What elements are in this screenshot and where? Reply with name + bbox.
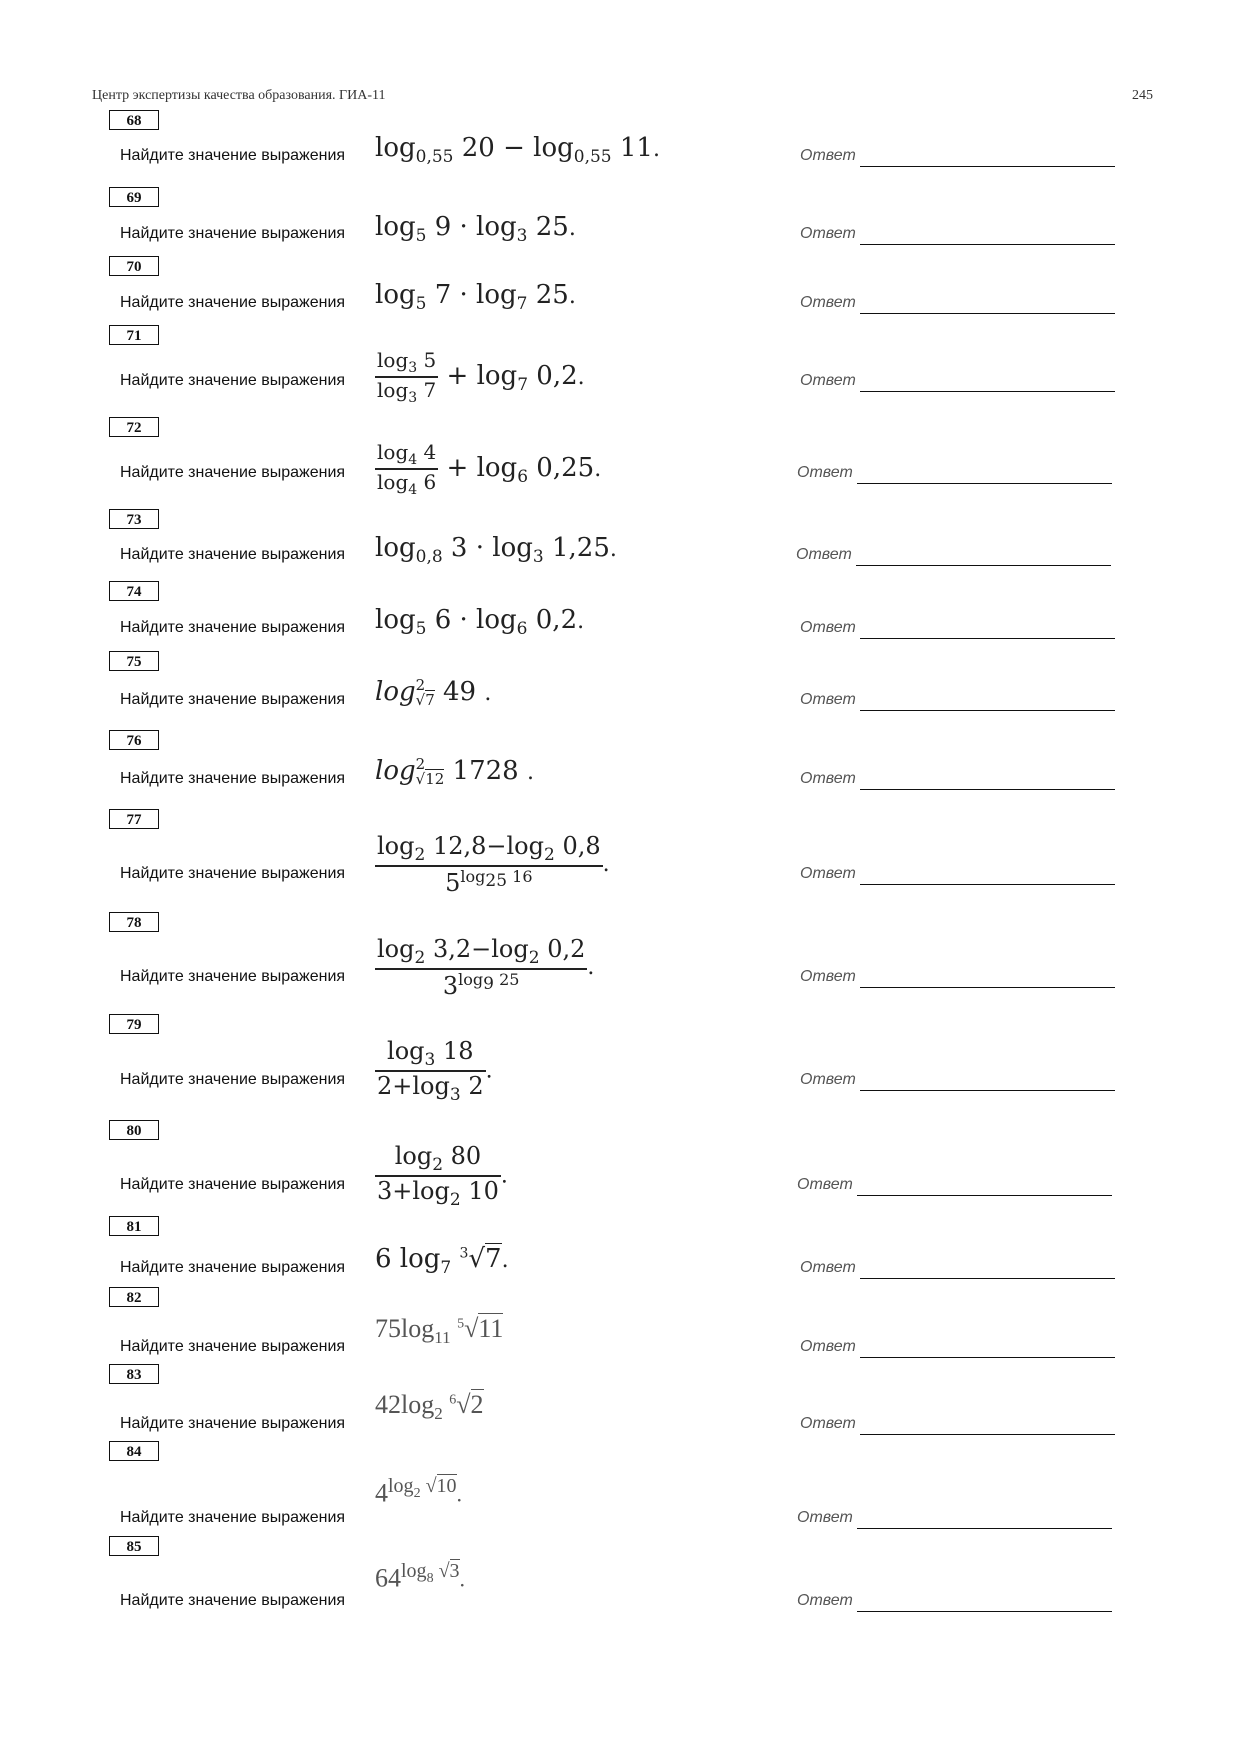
answer-label: Ответ [800, 1415, 856, 1432]
task-number: 71 [109, 325, 159, 345]
answer-label: Ответ [800, 865, 856, 882]
task-expression: $\log_5 7 \cdot \log_7 25$. [375, 280, 576, 315]
task-number: 80 [109, 1120, 159, 1140]
task-expression: $\frac{\log_3 18}{2+\log_3 2}$ . [377, 1037, 493, 1105]
answer-field[interactable] [860, 986, 1115, 988]
task-prompt: Найдите значение выражения [120, 464, 346, 481]
task-expression: $\log_{0,55} 20 - \log_{0,55} 11$. [375, 133, 660, 168]
answer-field[interactable] [857, 1610, 1112, 1612]
answer-label: Ответ [800, 1338, 856, 1355]
answer-field[interactable] [857, 1194, 1112, 1196]
task-number: 73 [109, 509, 159, 529]
answer-field[interactable] [860, 883, 1115, 885]
task-expression: 6 $\log_7 ^3√7$. [375, 1244, 509, 1279]
task-expression: $\frac{\log_2 3,2-\log_2 0,2}{3^{log_9 25}}$ . [377, 935, 595, 1000]
answer-field[interactable] [857, 1527, 1112, 1529]
task-expression: log 2 √12 1728 . [375, 755, 534, 788]
task-number: 79 [109, 1014, 159, 1034]
answer-label: Ответ [800, 1259, 856, 1276]
task-expression: $75\log_{11}$ $^5$√11 [375, 1314, 504, 1348]
answer-label: Ответ [797, 1509, 853, 1526]
task-expression: $\frac{\log_2 80}{3+\log_2 10}$ . [377, 1142, 508, 1210]
task-prompt: Найдите значение выражения [120, 1592, 346, 1609]
task-prompt: Найдите значение выражения [120, 546, 346, 563]
task-prompt: Найдите значение выражения [120, 691, 346, 708]
task-number: 76 [109, 730, 159, 750]
page-number: 245 [1132, 88, 1153, 103]
task-prompt: Найдите значение выражения [120, 1176, 346, 1193]
answer-field[interactable] [860, 1277, 1115, 1279]
task-number: 74 [109, 581, 159, 601]
task-expression: $42\log_2$ $^6$√2 [375, 1390, 484, 1424]
answer-field[interactable] [860, 165, 1115, 167]
task-prompt: Найдите значение выражения [120, 1338, 346, 1355]
task-prompt: Найдите значение выражения [120, 1259, 346, 1276]
answer-label: Ответ [800, 294, 856, 311]
task-prompt: Найдите значение выражения [120, 1071, 346, 1088]
answer-label: Ответ [800, 770, 856, 787]
answer-label: Ответ [800, 691, 856, 708]
answer-field[interactable] [860, 390, 1115, 392]
answer-field[interactable] [860, 243, 1115, 245]
task-number: 84 [109, 1441, 159, 1461]
task-number: 85 [109, 1536, 159, 1556]
answer-label: Ответ [797, 1592, 853, 1609]
answer-label: Ответ [800, 1071, 856, 1088]
task-number: 83 [109, 1364, 159, 1384]
task-expression: $\frac{\log_2 12,8-\log_2 0,8}{5^{log_{25} 16}}$ . [377, 832, 610, 897]
task-number: 78 [109, 912, 159, 932]
task-expression: $\frac{\log_4 4}{\log_4 6}$ + $\log_6 0,25$. [377, 440, 602, 498]
task-prompt: Найдите значение выражения [120, 770, 346, 787]
task-prompt: Найдите значение выражения [120, 147, 346, 164]
answer-label: Ответ [797, 1176, 853, 1193]
answer-field[interactable] [860, 1356, 1115, 1358]
task-number: 75 [109, 651, 159, 671]
task-prompt: Найдите значение выражения [120, 865, 346, 882]
answer-label: Ответ [800, 147, 856, 164]
task-prompt: Найдите значение выражения [120, 225, 346, 242]
task-expression: $4^{log_2 √10}$. [375, 1475, 463, 1508]
answer-field[interactable] [860, 1433, 1115, 1435]
answer-field[interactable] [860, 637, 1115, 639]
answer-field[interactable] [860, 1089, 1115, 1091]
task-prompt: Найдите значение выражения [120, 968, 346, 985]
task-expression: $\frac{\log_3 5}{\log_3 7}$ + $\log_7 0,2$. [377, 348, 585, 406]
answer-label: Ответ [797, 464, 853, 481]
task-expression: $64^{log_8 √3}$. [375, 1560, 466, 1593]
task-number: 68 [109, 110, 159, 130]
task-number: 77 [109, 809, 159, 829]
task-number: 82 [109, 1287, 159, 1307]
task-expression: log 2 √7 49 . [375, 676, 492, 709]
answer-field[interactable] [860, 709, 1115, 711]
task-prompt: Найдите значение выражения [120, 1415, 346, 1432]
answer-field[interactable] [857, 482, 1112, 484]
task-number: 72 [109, 417, 159, 437]
task-expression: $\log_{0,8} 3 \cdot \log_3 1,25$. [375, 533, 617, 568]
task-prompt: Найдите значение выражения [120, 294, 346, 311]
task-prompt: Найдите значение выражения [120, 619, 346, 636]
answer-label: Ответ [796, 546, 852, 563]
task-prompt: Найдите значение выражения [120, 372, 346, 389]
task-expression: $\log_5 9 \cdot \log_3 25$. [375, 212, 576, 247]
answer-label: Ответ [800, 968, 856, 985]
answer-field[interactable] [860, 312, 1115, 314]
answer-label: Ответ [800, 619, 856, 636]
answer-label: Ответ [800, 372, 856, 389]
task-number: 81 [109, 1216, 159, 1236]
answer-field[interactable] [860, 788, 1115, 790]
task-expression: $\log_5 6 \cdot \log_6 0,2$. [375, 605, 585, 640]
task-number: 69 [109, 187, 159, 207]
task-prompt: Найдите значение выражения [120, 1509, 346, 1526]
page-header-title: Центр экспертизы качества образования. ГИА-11 [92, 88, 386, 103]
answer-field[interactable] [856, 564, 1111, 566]
task-number: 70 [109, 256, 159, 276]
answer-label: Ответ [800, 225, 856, 242]
